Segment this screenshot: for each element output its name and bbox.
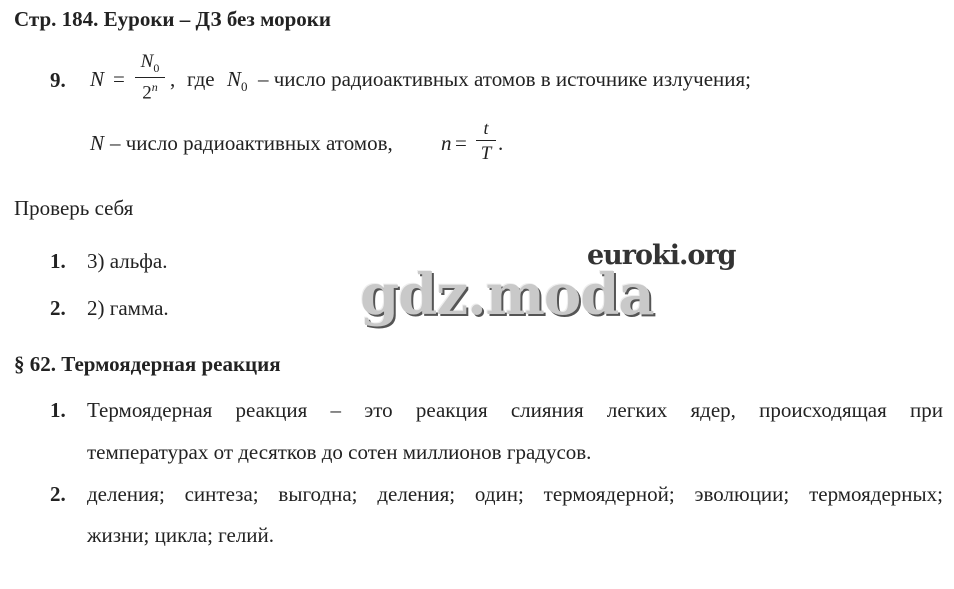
period: .: [498, 131, 504, 155]
n0-subscript: 0: [241, 79, 248, 95]
n-symbol: N: [90, 131, 105, 155]
n0-description: – число радиоактивных атомов в источнике излучения;: [258, 67, 751, 91]
n0-main: N: [227, 67, 242, 91]
section-item-number: 1.: [50, 398, 66, 422]
check-item-text: 3) альфа.: [87, 249, 168, 273]
formula-equals: =: [113, 67, 125, 91]
fraction-t-over-T: [476, 119, 496, 163]
page-title: Стр. 184. Еуроки – ДЗ без мороки: [14, 7, 331, 31]
section-item-line: температурах от десятков до сотен миллионов градусов.: [87, 440, 592, 464]
check-item-number: 2.: [50, 296, 66, 320]
fraction-n0-over-2n: [135, 52, 165, 102]
watermark-euroki: euroki.org: [587, 240, 736, 271]
fraction-bar: [135, 77, 165, 78]
where-word: где: [187, 67, 215, 91]
fraction-T: T: [480, 143, 492, 164]
n0-symbol: [227, 67, 248, 95]
section-item-line: деления; синтеза; выгодна; деления; один; термоядерной; эволюции; термоядерных;: [87, 482, 943, 506]
fraction-numerator-subscript: 0: [153, 60, 160, 75]
fraction-denominator: 2: [142, 82, 152, 104]
section-item-line: жизни; цикла; гелий.: [87, 523, 275, 547]
check-heading: Проверь себя: [14, 196, 134, 220]
section-item-line: Термоядерная реакция – это реакция слияния легких ядер, происходящая при: [87, 398, 943, 422]
comma: ,: [170, 67, 176, 91]
formula-equals-2: =: [455, 131, 467, 155]
section-heading: § 62. Термоядерная реакция: [14, 352, 281, 376]
n-lowercase: n: [441, 131, 452, 155]
fraction-bar-2: [476, 140, 496, 141]
check-item-number: 1.: [50, 249, 66, 273]
fraction-denominator-exponent: n: [151, 79, 158, 94]
section-item-number: 2.: [50, 482, 66, 506]
check-item-text: 2) гамма.: [87, 296, 169, 320]
fraction-numerator: N: [140, 51, 154, 72]
n-description: – число радиоактивных атомов,: [110, 131, 393, 155]
watermark-gdz: gdz.moda: [360, 262, 654, 328]
task-number: 9.: [50, 68, 66, 92]
fraction-t: t: [483, 118, 489, 138]
formula-lhs: N: [90, 67, 105, 91]
